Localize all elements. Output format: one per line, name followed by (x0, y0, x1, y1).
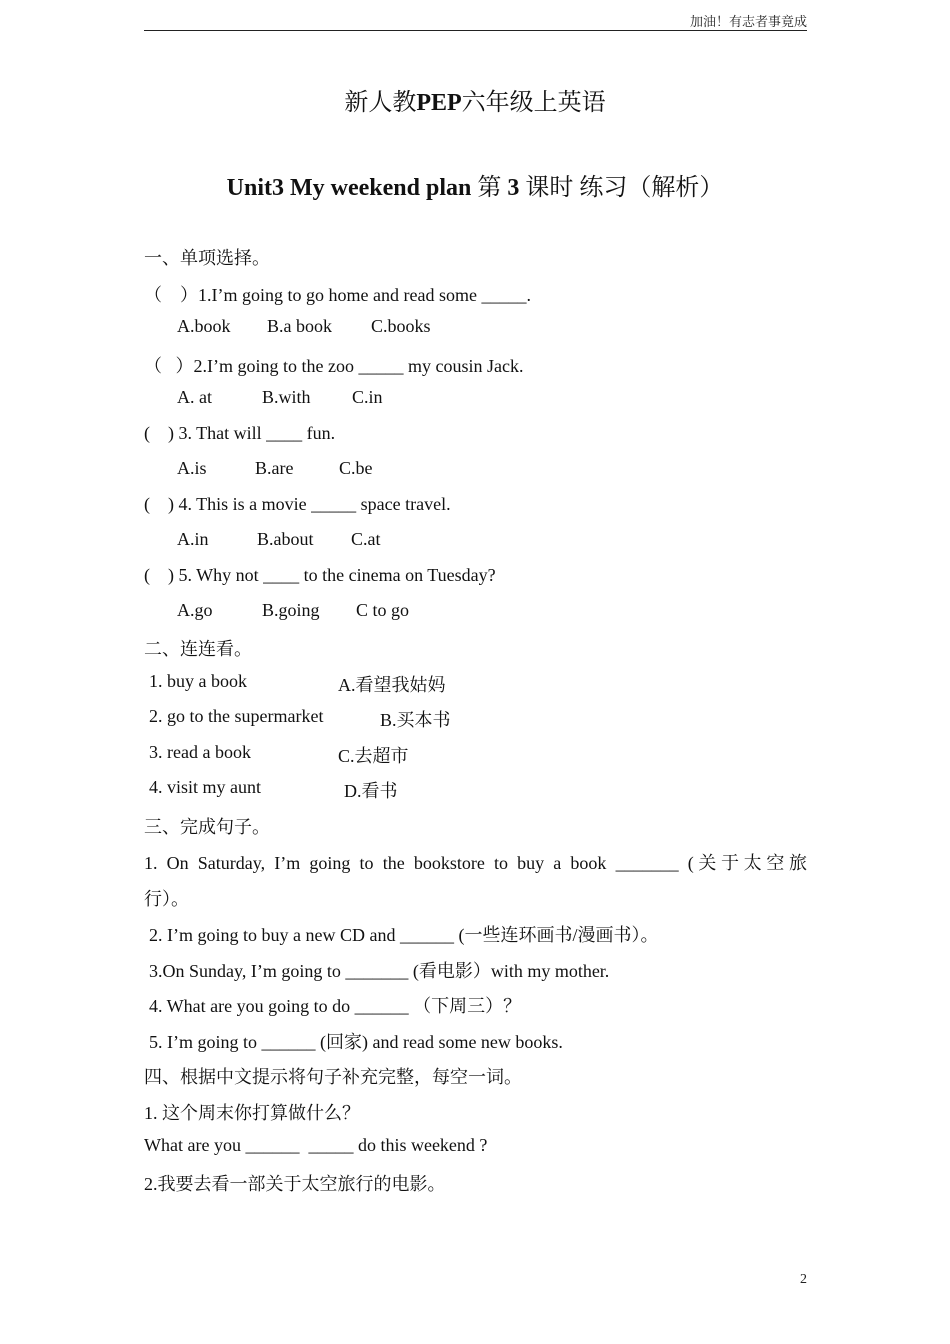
option: A.in (177, 529, 209, 549)
match-left: 3. read a book (149, 742, 251, 762)
document-subtitle: Unit3 My weekend plan 第 3 课时 练习（解析） (226, 175, 724, 201)
option: C.books (371, 316, 431, 336)
prompt-item: 1. 这个周末你打算做什么？ (144, 1103, 360, 1123)
question-stem: ( ) 3. That will ____ fun. (144, 423, 336, 443)
match-right: D.看书 (344, 781, 398, 801)
header-rule (144, 30, 807, 31)
option: A.book (177, 316, 231, 336)
prompt-item: 2.我要去看一部关于太空旅行的电影。 (144, 1174, 446, 1194)
option: A.go (177, 600, 213, 620)
option: B.a book (267, 316, 332, 336)
option: B.with (262, 387, 311, 407)
sentence-item: 1. On Saturday, I’m going to the bookstore to buy a book _______ (关于太空旅 (144, 853, 807, 873)
question-stem: （ ）1.I’m going to go home and read some _____. (144, 285, 531, 305)
question-stem: ( ) 5. Why not ____ to the cinema on Tuesday? (144, 565, 496, 585)
sentence-item: 2. I’m going to buy a new CD and ______ (一些连环画书/漫画书）。 (149, 925, 659, 945)
option: B.about (257, 529, 314, 549)
option: C to go (356, 600, 410, 620)
sentence-item: 行）。 (144, 889, 189, 909)
header-motto: 加油！有志者事竟成 (689, 14, 807, 29)
option: A.is (177, 458, 207, 478)
section-heading: 四、根据中文提示将句子补充完整，每空一词。 (144, 1067, 522, 1087)
option: C.in (352, 387, 383, 407)
option: C.at (351, 529, 381, 549)
prompt-item: What are you ______ _____ do this weekend ? (144, 1135, 488, 1155)
match-right: A.看望我姑妈 (338, 675, 446, 695)
section-heading: 一、单项选择。 (144, 248, 270, 268)
option: B.going (262, 600, 320, 620)
sentence-item: 4. What are you going to do ______ （下周三）？ (149, 996, 522, 1016)
match-left: 4. visit my aunt (149, 777, 261, 797)
option: A. at (177, 387, 212, 407)
sentence-item: 3.On Sunday, I’m going to _______ (看电影）with my mother. (149, 961, 610, 981)
section-heading: 三、完成句子。 (144, 817, 270, 837)
sentence-item: 5. I’m going to ______ (回家) and read some new books. (149, 1032, 563, 1052)
question-stem: （ ）2.I’m going to the zoo _____ my cousin Jack. (144, 356, 524, 376)
question-stem: ( ) 4. This is a movie _____ space travel. (144, 494, 451, 514)
match-left: 2. go to the supermarket (149, 706, 324, 726)
option: C.be (339, 458, 373, 478)
document-title: 新人教PEP六年级上英语 (344, 90, 606, 116)
match-left: 1. buy a book (149, 671, 247, 691)
option: B.are (255, 458, 294, 478)
page-number: 2 (800, 1272, 807, 1287)
section-heading: 二、连连看。 (144, 639, 252, 659)
match-right: B.买本书 (380, 710, 451, 730)
match-right: C.去超市 (338, 746, 409, 766)
